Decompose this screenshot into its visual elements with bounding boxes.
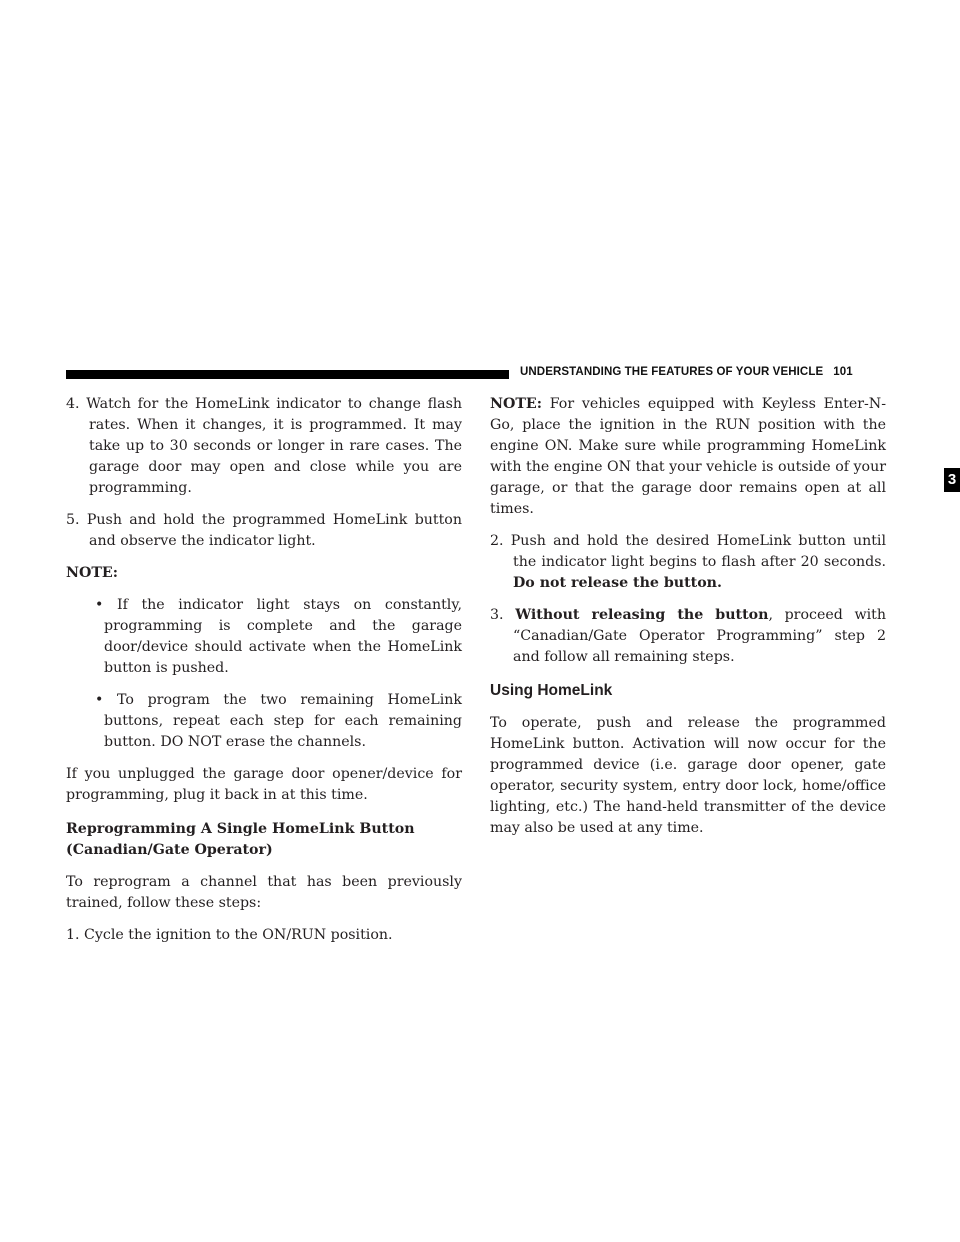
chapter-tab: 3 <box>944 468 960 492</box>
page-number: 101 <box>833 366 853 378</box>
subheading: Reprogramming A Single HomeLink Button (Canadian/Gate Operator) <box>66 821 415 858</box>
right-column <box>490 394 886 839</box>
running-header <box>520 366 853 378</box>
intro-paragraph: To reprogram a channel that has been previously trained, follow these steps: <box>66 874 462 911</box>
step-4: 4. Watch for the HomeLink indicator to change flash rates. When it changes, it is programmed. It may take up to 30 seconds or longer in rare cases. The garage door may open and close while you are programming. <box>66 396 462 496</box>
note-label: NOTE: <box>66 565 118 581</box>
unplugged-paragraph: If you unplugged the garage door opener/device for programming, plug it back in at this time. <box>66 766 462 803</box>
section-heading: Using HomeLink <box>490 682 613 699</box>
bullet-item: • To program the two remaining HomeLink buttons, repeat each step for each remaining button. DO NOT erase the channels. <box>95 692 462 750</box>
step-5: 5. Push and hold the programmed HomeLink button and observe the indicator light. <box>66 512 462 549</box>
step-2: 2. Push and hold the desired HomeLink button until the indicator light begins to flash after 20 seconds. Do not release the button. <box>490 533 886 591</box>
header-rule <box>66 370 509 379</box>
left-column <box>66 394 462 946</box>
header-title: UNDERSTANDING THE FEATURES OF YOUR VEHICLE <box>520 366 824 378</box>
step-1: 1. Cycle the ignition to the ON/RUN position. <box>66 927 393 943</box>
step-3: 3. Without releasing the button, proceed with “Canadian/Gate Operator Programming” step 2 and follow all remaining steps. <box>490 607 886 665</box>
bullet-item: • If the indicator light stays on constantly, programming is complete and the garage door/device should activate when the HomeLink button is pushed. <box>95 597 462 676</box>
note-paragraph: NOTE: For vehicles equipped with Keyless Enter-N-Go, place the ignition in the RUN position with the engine ON. Make sure while programming HomeLink with the engine ON that your vehicle is outside of your garage, or that the garage door remains open at all times. <box>490 396 886 517</box>
usage-paragraph: To operate, push and release the programmed HomeLink button. Activation will now occur for the programmed device (i.e. garage door opener, gate operator, security system, entry door lock, home/office lighting, etc.) The hand-held transmitter of the device may also be used at any time. <box>490 715 886 836</box>
